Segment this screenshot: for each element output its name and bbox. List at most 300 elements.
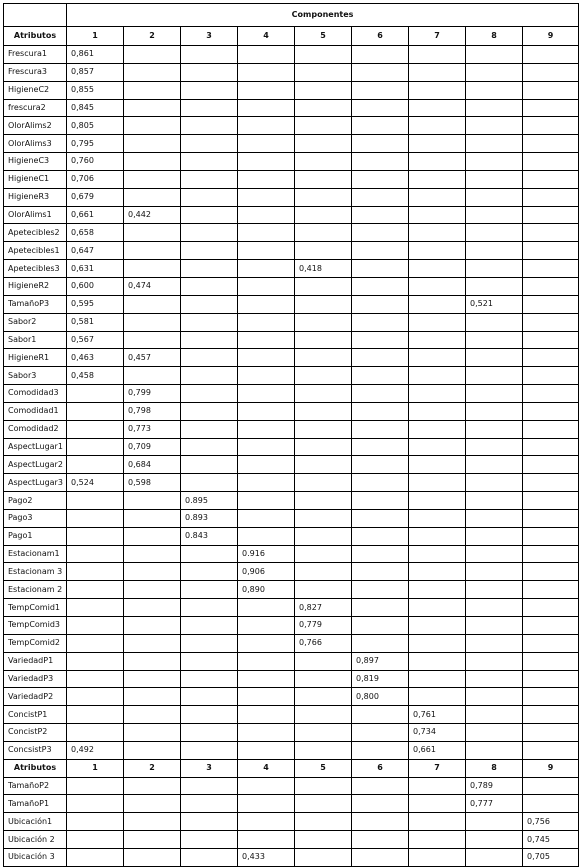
table-row [4, 831, 579, 849]
loading-cell [523, 474, 579, 492]
loading-cell [523, 206, 579, 224]
loading-cell [238, 46, 295, 64]
attributes-header: Atributos [4, 27, 67, 46]
loading-cell [181, 438, 238, 456]
repeated-header-component-2: 2 [124, 759, 181, 777]
table-row [4, 331, 579, 349]
loading-cell: 0.895 [181, 492, 238, 510]
attribute-cell: AspectLugar2 [4, 456, 67, 474]
table-row [4, 777, 579, 795]
loading-cell [466, 117, 523, 135]
loading-cell [352, 474, 409, 492]
loading-cell [466, 313, 523, 331]
loading-cell: 0,709 [124, 438, 181, 456]
attribute-cell: Ubicación1 [4, 813, 67, 831]
table-row [4, 313, 579, 331]
loading-cell [238, 831, 295, 849]
loading-cell [409, 563, 466, 581]
loading-cell [466, 63, 523, 81]
loading-cell [352, 777, 409, 795]
loading-cell [466, 831, 523, 849]
attribute-cell: TempComid2 [4, 634, 67, 652]
loading-cell [181, 599, 238, 617]
loading-cell [295, 563, 352, 581]
loading-cell: 0,760 [67, 153, 124, 171]
loading-cell [466, 242, 523, 260]
attribute-cell: Sabor3 [4, 367, 67, 385]
loading-cell [352, 349, 409, 367]
loading-cell: 0.893 [181, 509, 238, 527]
loading-cell [181, 420, 238, 438]
loading-cell [523, 688, 579, 706]
loading-cell [124, 260, 181, 278]
loading-cell [409, 224, 466, 242]
loading-cell [409, 634, 466, 652]
loading-cell [523, 277, 579, 295]
attribute-cell: Pago2 [4, 492, 67, 510]
table-body [4, 46, 579, 867]
loading-cell [466, 563, 523, 581]
table-row [4, 117, 579, 135]
loading-cell [523, 670, 579, 688]
attribute-cell: TempComid3 [4, 617, 67, 635]
loading-cell [523, 260, 579, 278]
component-loadings-table [3, 3, 579, 867]
loading-cell [523, 492, 579, 510]
loading-cell [124, 563, 181, 581]
loading-cell [238, 527, 295, 545]
loading-cell [295, 153, 352, 171]
header-component-8: 8 [466, 27, 523, 46]
attribute-cell: Comodidad3 [4, 385, 67, 403]
loading-cell [67, 402, 124, 420]
table-row [4, 170, 579, 188]
loading-cell [409, 188, 466, 206]
loading-cell [295, 706, 352, 724]
loading-cell [295, 206, 352, 224]
table-row [4, 46, 579, 64]
loading-cell [181, 706, 238, 724]
attribute-cell: Estacionam 3 [4, 563, 67, 581]
header-component-7: 7 [409, 27, 466, 46]
loading-cell [523, 349, 579, 367]
loading-cell [409, 135, 466, 153]
loading-cell [466, 456, 523, 474]
loading-cell [523, 331, 579, 349]
loading-cell [523, 99, 579, 117]
loading-cell [181, 831, 238, 849]
loading-cell [523, 456, 579, 474]
loading-cell [295, 349, 352, 367]
loading-cell [295, 242, 352, 260]
loading-cell [295, 474, 352, 492]
loading-cell [466, 813, 523, 831]
loading-cell [238, 81, 295, 99]
loading-cell [181, 46, 238, 64]
loading-cell [181, 153, 238, 171]
loading-cell [295, 117, 352, 135]
loading-cell [238, 135, 295, 153]
table-row [4, 617, 579, 635]
loading-cell [181, 277, 238, 295]
attribute-cell: Frescura1 [4, 46, 67, 64]
loading-cell [238, 777, 295, 795]
loading-cell [352, 99, 409, 117]
loading-cell [409, 670, 466, 688]
table-row [4, 634, 579, 652]
table-row [4, 670, 579, 688]
loading-cell [295, 652, 352, 670]
loading-cell [409, 438, 466, 456]
loading-cell [523, 117, 579, 135]
loading-cell [409, 385, 466, 403]
loading-cell [124, 153, 181, 171]
loading-cell [523, 170, 579, 188]
table-row [4, 509, 579, 527]
loading-cell [523, 313, 579, 331]
table-row [4, 224, 579, 242]
loading-cell [181, 688, 238, 706]
loading-cell: 0,418 [295, 260, 352, 278]
loading-cell [295, 420, 352, 438]
loading-cell [67, 724, 124, 742]
loading-cell [67, 545, 124, 563]
loading-cell [238, 492, 295, 510]
attribute-cell: Estacionam1 [4, 545, 67, 563]
loading-cell [352, 527, 409, 545]
header-component-5: 5 [295, 27, 352, 46]
header-component-3: 3 [181, 27, 238, 46]
loading-cell: 0,647 [67, 242, 124, 260]
loading-cell: 0,598 [124, 474, 181, 492]
loading-cell [295, 331, 352, 349]
loading-cell [124, 688, 181, 706]
components-header: Componentes [67, 4, 579, 27]
loading-cell [409, 527, 466, 545]
loading-cell [238, 724, 295, 742]
table-row [4, 581, 579, 599]
loading-cell [523, 295, 579, 313]
loading-cell [238, 260, 295, 278]
loading-cell [352, 206, 409, 224]
attribute-cell: VariedadP3 [4, 670, 67, 688]
table-row [4, 527, 579, 545]
loading-cell: 0,524 [67, 474, 124, 492]
loading-cell [181, 81, 238, 99]
loading-cell: 0,684 [124, 456, 181, 474]
loading-cell [409, 349, 466, 367]
table-row [4, 349, 579, 367]
loading-cell [466, 402, 523, 420]
loading-cell: 0,779 [295, 617, 352, 635]
loading-cell [124, 46, 181, 64]
loading-cell [466, 545, 523, 563]
header-component-9: 9 [523, 27, 579, 46]
loading-cell [523, 724, 579, 742]
loading-cell [295, 509, 352, 527]
loading-cell [523, 652, 579, 670]
loading-cell: 0,581 [67, 313, 124, 331]
loading-cell [409, 474, 466, 492]
loading-cell [409, 652, 466, 670]
loading-cell [409, 777, 466, 795]
loading-cell [523, 617, 579, 635]
loading-cell [124, 634, 181, 652]
loading-cell [181, 206, 238, 224]
loading-cell [238, 795, 295, 813]
table-row [4, 438, 579, 456]
loading-cell [466, 135, 523, 153]
loading-cell [352, 831, 409, 849]
repeated-header-component-9: 9 [523, 759, 579, 777]
loading-cell [466, 492, 523, 510]
loading-cell [181, 795, 238, 813]
loading-cell: 0,861 [67, 46, 124, 64]
loading-cell [352, 277, 409, 295]
loading-cell: 0,463 [67, 349, 124, 367]
loading-cell: 0,819 [352, 670, 409, 688]
loading-cell [181, 724, 238, 742]
loading-cell [238, 385, 295, 403]
loading-cell: 0,661 [67, 206, 124, 224]
attribute-cell: Apetecibles2 [4, 224, 67, 242]
loading-cell [466, 206, 523, 224]
table-row [4, 367, 579, 385]
attribute-cell: AspectLugar1 [4, 438, 67, 456]
loadings-table-container [3, 3, 578, 867]
loading-cell [181, 777, 238, 795]
loading-cell [67, 795, 124, 813]
loading-cell [466, 153, 523, 171]
loading-cell [181, 456, 238, 474]
loading-cell: 0,567 [67, 331, 124, 349]
loading-cell [523, 153, 579, 171]
loading-cell [181, 224, 238, 242]
loading-cell [181, 135, 238, 153]
attributes-header-repeated: Atributos [4, 759, 67, 777]
loading-cell [409, 331, 466, 349]
loading-cell [181, 652, 238, 670]
loading-cell [352, 385, 409, 403]
loading-cell [409, 492, 466, 510]
loading-cell [352, 242, 409, 260]
loading-cell: 0,600 [67, 277, 124, 295]
loading-cell [466, 46, 523, 64]
loading-cell [466, 652, 523, 670]
loading-cell [238, 277, 295, 295]
loading-cell [409, 313, 466, 331]
loading-cell: 0,855 [67, 81, 124, 99]
loading-cell [409, 206, 466, 224]
loading-cell [352, 420, 409, 438]
attribute-cell: ConcsistP3 [4, 741, 67, 759]
loading-cell [466, 634, 523, 652]
loading-cell [466, 224, 523, 242]
loading-cell: 0,457 [124, 349, 181, 367]
loading-cell: 0,661 [409, 741, 466, 759]
loading-cell [523, 777, 579, 795]
loading-cell [295, 295, 352, 313]
loading-cell [238, 349, 295, 367]
loading-cell [181, 99, 238, 117]
loading-cell [67, 670, 124, 688]
loading-cell [181, 385, 238, 403]
loading-cell [295, 367, 352, 385]
repeated-header-component-7: 7 [409, 759, 466, 777]
loading-cell [67, 813, 124, 831]
loading-cell: 0,845 [67, 99, 124, 117]
attribute-cell: HigieneC2 [4, 81, 67, 99]
loading-cell [352, 724, 409, 742]
loading-cell [352, 848, 409, 866]
loading-cell [124, 831, 181, 849]
loading-cell [295, 741, 352, 759]
loading-cell [124, 224, 181, 242]
table-row [4, 135, 579, 153]
loading-cell [124, 242, 181, 260]
loading-cell [523, 634, 579, 652]
loading-cell [352, 331, 409, 349]
loading-cell [523, 402, 579, 420]
loading-cell [67, 581, 124, 599]
loading-cell [295, 795, 352, 813]
loading-cell [409, 599, 466, 617]
loading-cell [409, 831, 466, 849]
loading-cell [295, 81, 352, 99]
table-row [4, 242, 579, 260]
loading-cell [124, 188, 181, 206]
loading-cell: 0,442 [124, 206, 181, 224]
loading-cell [523, 188, 579, 206]
loading-cell [409, 295, 466, 313]
loading-cell [352, 224, 409, 242]
table-row [4, 295, 579, 313]
loading-cell [124, 81, 181, 99]
loading-cell: 0,756 [523, 813, 579, 831]
loading-cell [409, 813, 466, 831]
loading-cell [352, 545, 409, 563]
header-component-1: 1 [67, 27, 124, 46]
loading-cell [238, 438, 295, 456]
loading-cell [124, 652, 181, 670]
loading-cell [124, 795, 181, 813]
attribute-cell: frescura2 [4, 99, 67, 117]
loading-cell [352, 63, 409, 81]
loading-cell [295, 813, 352, 831]
loading-cell: 0,906 [238, 563, 295, 581]
loading-cell [238, 224, 295, 242]
loading-cell [466, 527, 523, 545]
loading-cell [238, 99, 295, 117]
loading-cell [181, 117, 238, 135]
loading-cell [181, 848, 238, 866]
loading-cell: 0,766 [295, 634, 352, 652]
loading-cell [466, 688, 523, 706]
table-row [4, 724, 579, 742]
loading-cell [409, 688, 466, 706]
loading-cell [238, 670, 295, 688]
loading-cell [124, 706, 181, 724]
loading-cell [67, 438, 124, 456]
loading-cell [523, 527, 579, 545]
attribute-cell: TamañoP1 [4, 795, 67, 813]
header-component-4: 4 [238, 27, 295, 46]
loading-cell [409, 260, 466, 278]
loading-cell [124, 581, 181, 599]
loading-cell [124, 527, 181, 545]
loading-cell [466, 260, 523, 278]
attribute-cell: TamañoP2 [4, 777, 67, 795]
loading-cell [352, 135, 409, 153]
attribute-cell: Sabor1 [4, 331, 67, 349]
loading-cell [124, 295, 181, 313]
loading-cell [352, 581, 409, 599]
loading-cell [181, 188, 238, 206]
loading-cell [238, 634, 295, 652]
loading-cell [295, 777, 352, 795]
loading-cell [181, 260, 238, 278]
loading-cell [295, 848, 352, 866]
loading-cell [523, 741, 579, 759]
loading-cell: 0,679 [67, 188, 124, 206]
attribute-cell: HigieneR1 [4, 349, 67, 367]
loading-cell [466, 741, 523, 759]
loading-cell [466, 367, 523, 385]
table-row [4, 795, 579, 813]
loading-cell [352, 153, 409, 171]
loading-cell [181, 402, 238, 420]
loading-cell [466, 617, 523, 635]
attribute-cell: HigieneC3 [4, 153, 67, 171]
loading-cell [295, 545, 352, 563]
loading-cell [238, 617, 295, 635]
loading-cell [124, 617, 181, 635]
table-row [4, 706, 579, 724]
table-row [4, 813, 579, 831]
loading-cell: 0.843 [181, 527, 238, 545]
loading-cell [352, 492, 409, 510]
loading-cell [238, 688, 295, 706]
loading-cell [523, 438, 579, 456]
header-row-repeated [4, 759, 579, 777]
attribute-cell: ConcistP1 [4, 706, 67, 724]
loading-cell: 0,521 [466, 295, 523, 313]
loading-cell [67, 831, 124, 849]
loading-cell [352, 813, 409, 831]
loading-cell [523, 63, 579, 81]
loading-cell [238, 153, 295, 171]
repeated-header-component-8: 8 [466, 759, 523, 777]
loading-cell: 0,857 [67, 63, 124, 81]
loading-cell [466, 724, 523, 742]
loading-cell: 0,474 [124, 277, 181, 295]
loading-cell [124, 509, 181, 527]
table-row [4, 420, 579, 438]
loading-cell [295, 135, 352, 153]
loading-cell [238, 706, 295, 724]
loading-cell [67, 706, 124, 724]
table-row [4, 456, 579, 474]
loading-cell [409, 63, 466, 81]
loading-cell [295, 724, 352, 742]
loading-cell [181, 474, 238, 492]
loading-cell [352, 46, 409, 64]
loading-cell [295, 99, 352, 117]
loading-cell: 0,433 [238, 848, 295, 866]
table-row [4, 741, 579, 759]
loading-cell [238, 206, 295, 224]
loading-cell [409, 456, 466, 474]
